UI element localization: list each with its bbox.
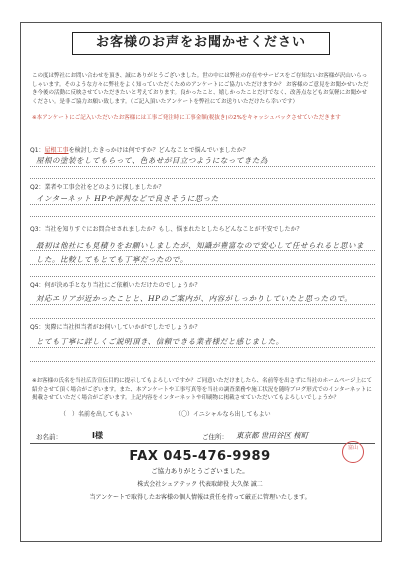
highlight-keyword: 屋根工事: [44, 147, 69, 154]
page-title: お客様のお声をお聞かせください: [72, 32, 330, 55]
consent-text: ※お客様の氏名を当社広告宣伝目的に提示してもよろしいですか？ご同意いただけましたら、名前等を出さずに当社のホームページ上にて紹介させて頂く場合がございます。また、本アンケートや工事写真等を当社の調査業務や施工状況を随時ブログ形式でのインターネットに掲載させていただく場合がございます。上記内容をインターネットや印刷物に掲載させていただいてもよろしいでしょうか？: [32, 378, 373, 401]
answer-line: [30, 216, 375, 217]
option-mark: （〇）: [175, 411, 194, 418]
seal-stamp: 富山: [342, 441, 364, 463]
question-3: Q3：当社を知りすぐにお問合せされましたか？もし、悩まれたとしたらどんなことが不安でしたか？: [30, 226, 303, 233]
name-underline: [30, 443, 375, 444]
answer-line: [30, 304, 375, 305]
intro-text: この度は弊社にお問い合わせを頂き、誠にありがとうございました。世の中には弊社の存在やサービスをご存知ないお客様が沢山いらっしゃいます。そのような方々に弊社をよく知っていただくためのアンケートにご協力いただけますか？ お客様のご意見をお聞かせいただき今後の活動に反映させていただきたいと考えております。良かったこと、嬉しかったことだけでなく、改善点などもお気軽にお聞かせください。是非ご協力お願い致します。（ご記入頂いたアンケートを弊社にてお送りいただけたら幸いです）: [32, 73, 369, 105]
name-value: I様: [92, 431, 103, 440]
name-label: お名前：: [36, 433, 62, 441]
answer-line: [30, 264, 375, 265]
answer-line: [30, 204, 375, 205]
question-1: Q1：屋根工事を検討したきっかけは何ですか？どんなことで悩んでいましたか？: [30, 147, 249, 154]
question-4: Q4：何が決め手となり当社にご依頼いただけたのでしょうか？: [30, 282, 201, 289]
answer-line: [30, 361, 375, 362]
answer-line: [30, 347, 375, 348]
company-signature: 株式会社シェアテック 代表取締役 大久保 誠二: [137, 481, 263, 488]
privacy-note: 当アンケートで取得したお客様の個人情報は責任を持って厳正に管理いたします。: [89, 494, 311, 501]
address-label: ご住所：: [202, 433, 228, 441]
answer-3: 最初は他社にも見積りをお願いしましたが、知識が豊富なので安心して任せられると思いました。比較してもとても丁寧だったので。: [36, 241, 364, 264]
option-label: 名前を出してもよい: [78, 411, 133, 418]
address-value: 東京都 世田谷区 桜町: [236, 431, 309, 440]
answer-line: [30, 250, 375, 251]
fax-number: FAX 045-476-9989: [129, 449, 271, 464]
answer-line: [30, 318, 375, 319]
answer-2: インターネット HPや評判などで良さそうに思った: [36, 194, 219, 203]
answer-line: [30, 178, 375, 179]
cashback-note: ※本アンケートにご記入いただいたお客様には工事ご発注時に工事金額(税抜き)の2%をキャッシュバックさせていただきます: [32, 115, 341, 121]
option-mark: （ ）: [60, 411, 79, 418]
option-show-name[interactable]: [60, 409, 132, 418]
answer-1: 屋根の塗装をしてもらって、色あせが目立つようになってきた為: [36, 156, 268, 165]
thanks-text: ご協力ありがとうございました。: [151, 467, 249, 475]
question-2: Q2：業者や工事会社をどのように探しましたか？: [30, 184, 165, 191]
question-5: Q5：実際に当社担当者がお伺いしていかがでしたでしょうか？: [30, 324, 201, 331]
answer-5: とても丁寧に詳しくご説明頂き、信頼できる業者様だと感じました。: [36, 337, 284, 346]
answer-line: [30, 166, 375, 167]
answer-4: 対応エリアが近かったことと、HPのご案内が、内容がしっかりしていたと思ったので。: [36, 294, 353, 303]
answer-line: [30, 276, 375, 277]
option-label: イニシャルなら出してもよい: [193, 411, 271, 418]
option-initials-only[interactable]: [175, 409, 271, 418]
